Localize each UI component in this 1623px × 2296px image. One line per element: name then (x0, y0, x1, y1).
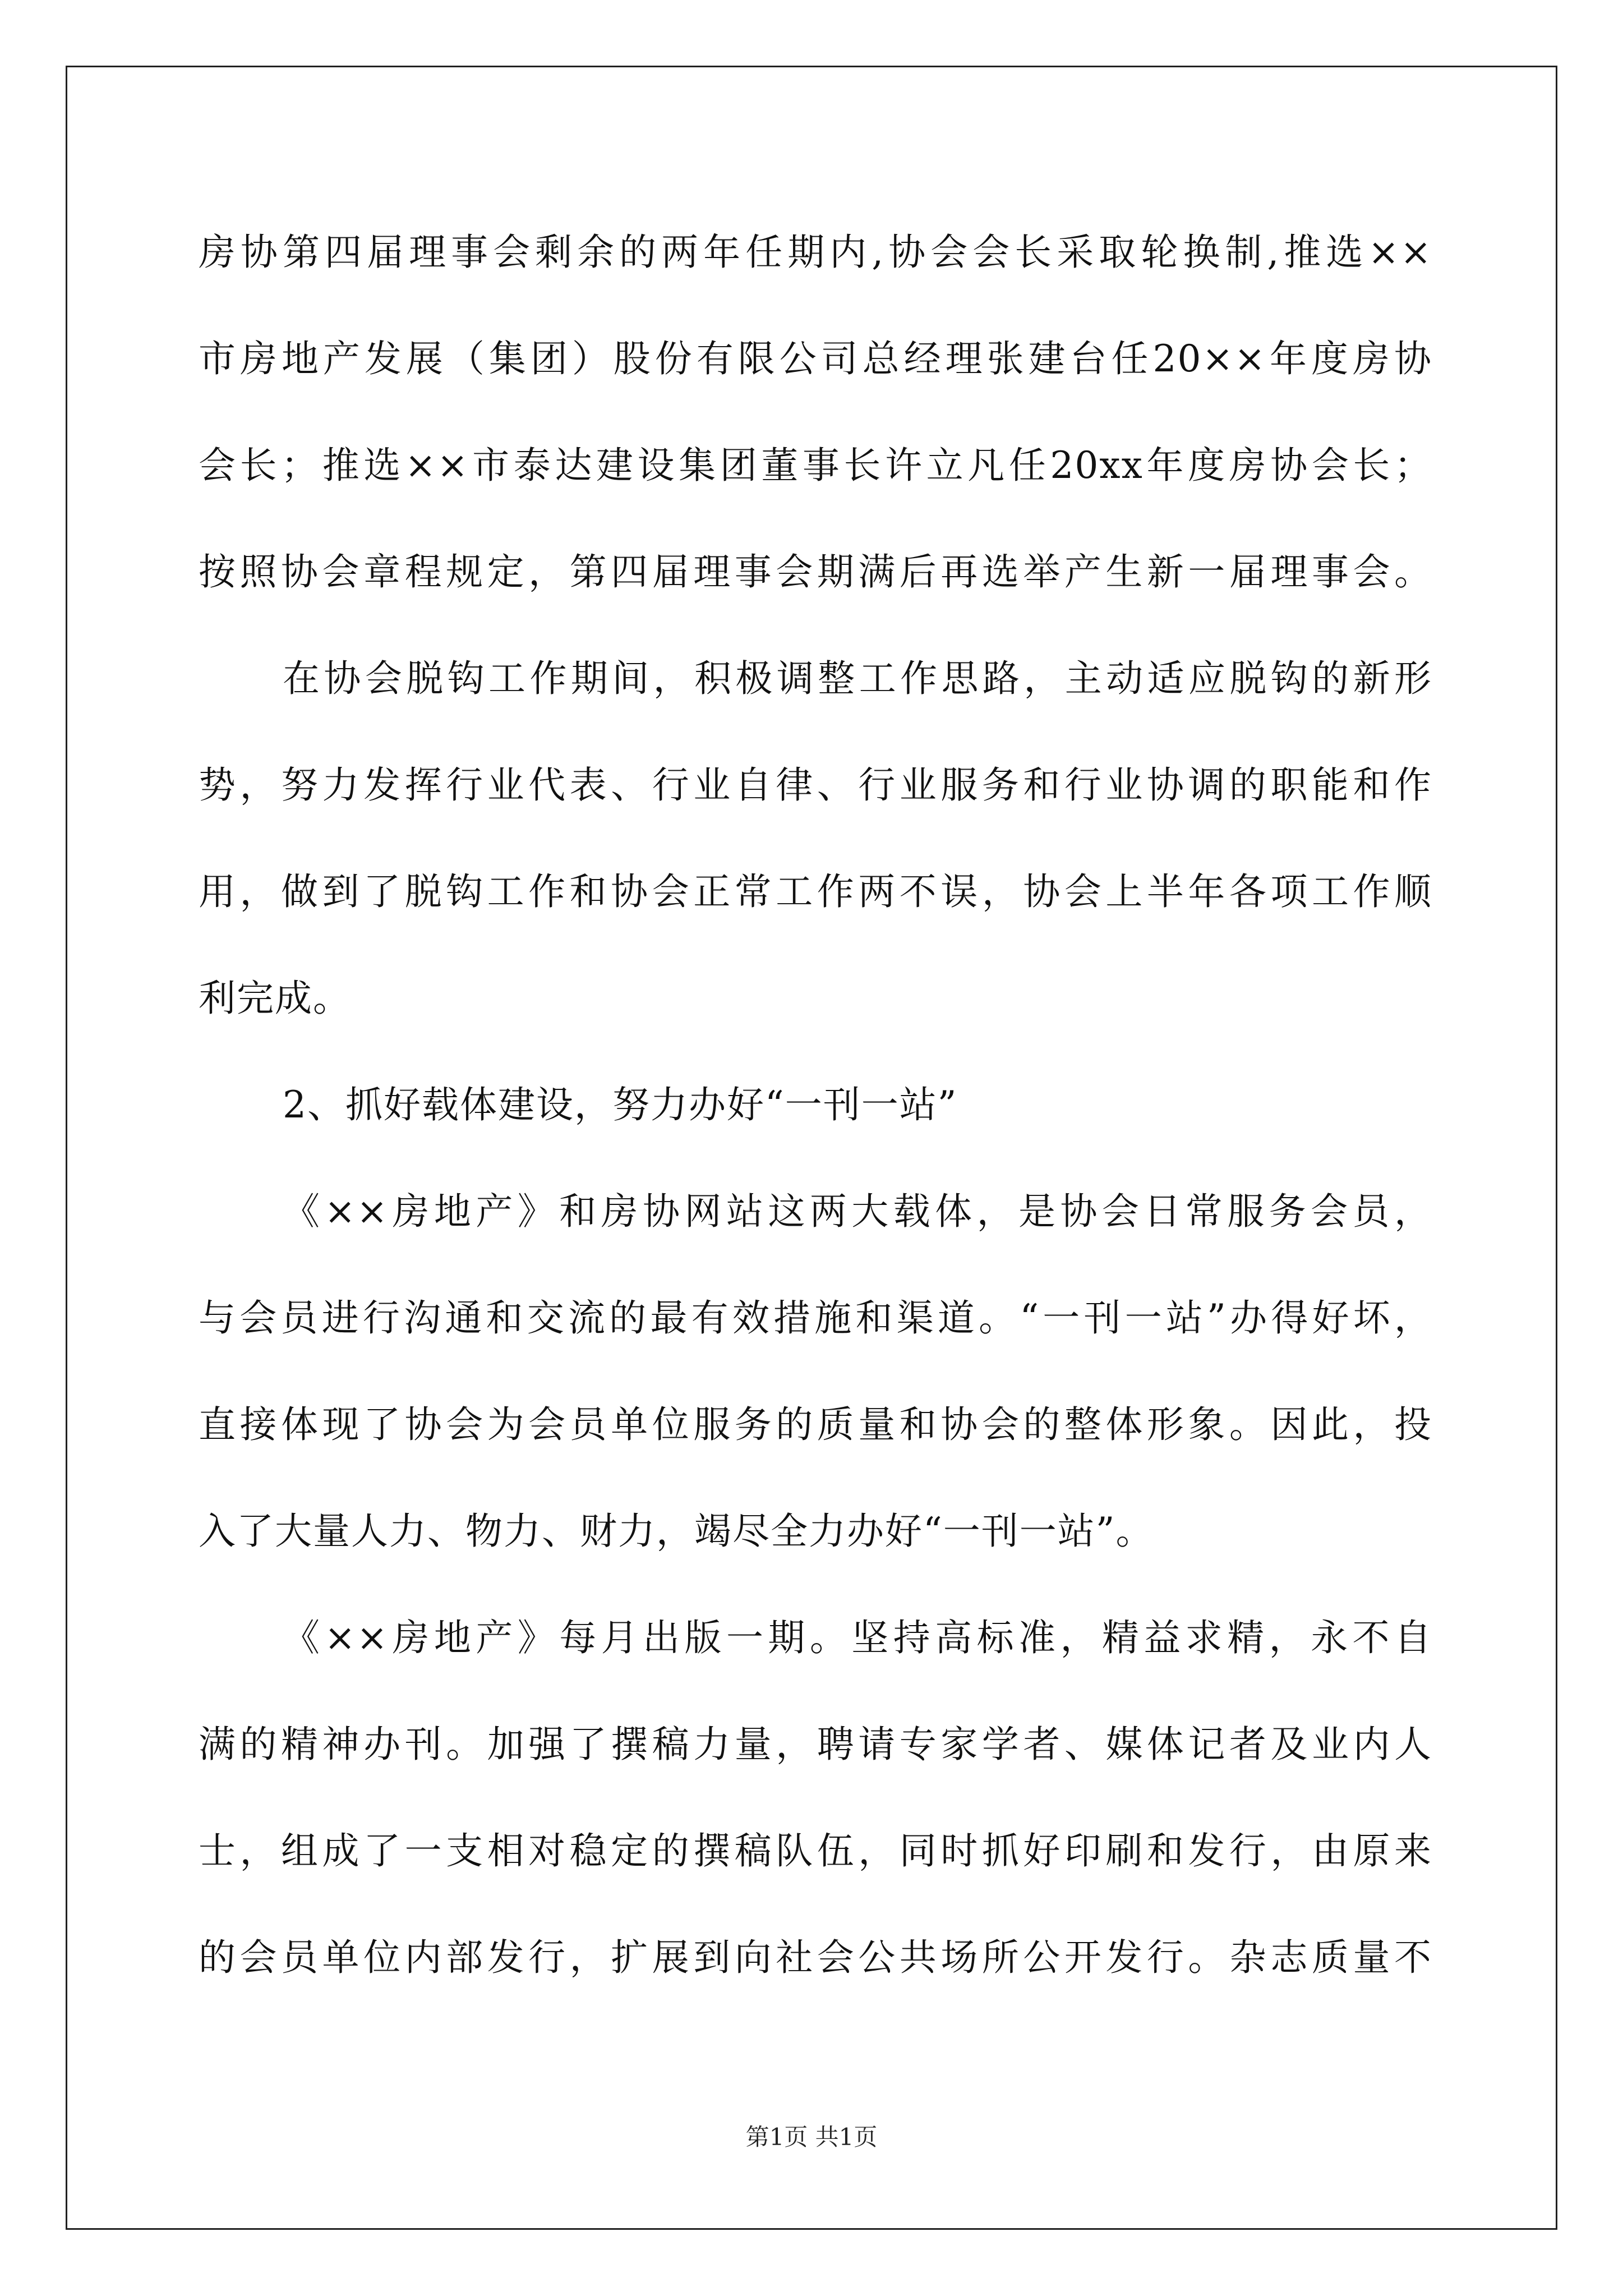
paragraph-4-line-3: 直接体现了协会为会员单位服务的质量和协会的整体形象。因此，投 (199, 1403, 1432, 1446)
page-number-footer: 第1页 共1页 (745, 2123, 878, 2151)
paragraph-1-line-3: 会长；推选××市泰达建设集团董事长许立凡任20xx年度房协会长； (199, 444, 1432, 487)
paragraph-2-line-4: 利完成。 (199, 977, 351, 1020)
paragraph-2-line-3: 用，做到了脱钩工作和协会正常工作两不误，协会上半年各项工作顺 (199, 870, 1432, 913)
paragraph-4-line-4: 入了大量人力、物力、财力，竭尽全力办好“一刊一站”。 (199, 1510, 1154, 1553)
paragraph-5-line-3: 士，组成了一支相对稳定的撰稿队伍，同时抓好印刷和发行，由原来 (199, 1829, 1432, 1872)
paragraph-5-line-1: 《××房地产》每月出版一期。坚持高标准，精益求精，永不自 (283, 1616, 1432, 1659)
paragraph-2-line-1: 在协会脱钩工作期间，积极调整工作思路，主动适应脱钩的新形 (283, 657, 1432, 700)
paragraph-4-line-2: 与会员进行沟通和交流的最有效措施和渠道。“一刊一站”办得好坏， (199, 1296, 1432, 1340)
paragraph-5-line-4: 的会员单位内部发行，扩展到向社会公共场所公开发行。杂志质量不 (199, 1936, 1432, 1979)
page-border (66, 66, 1557, 2230)
paragraph-1-line-1: 房协第四届理事会剩余的两年任期内,协会会长采取轮换制,推选×× (199, 231, 1432, 274)
section-heading: 2、抓好载体建设，努力办好“一刊一站” (283, 1083, 958, 1126)
paragraph-1-line-4: 按照协会章程规定，第四届理事会期满后再选举产生新一届理事会。 (199, 550, 1432, 593)
paragraph-5-line-2: 满的精神办刊。加强了撰稿力量，聘请专家学者、媒体记者及业内人 (199, 1723, 1432, 1766)
paragraph-2-line-2: 势，努力发挥行业代表、行业自律、行业服务和行业协调的职能和作 (199, 763, 1432, 807)
paragraph-4-line-1: 《××房地产》和房协网站这两大载体，是协会日常服务会员， (283, 1190, 1432, 1233)
paragraph-1-line-2: 市房地产发展（集团）股份有限公司总经理张建台任20××年度房协 (199, 337, 1432, 380)
